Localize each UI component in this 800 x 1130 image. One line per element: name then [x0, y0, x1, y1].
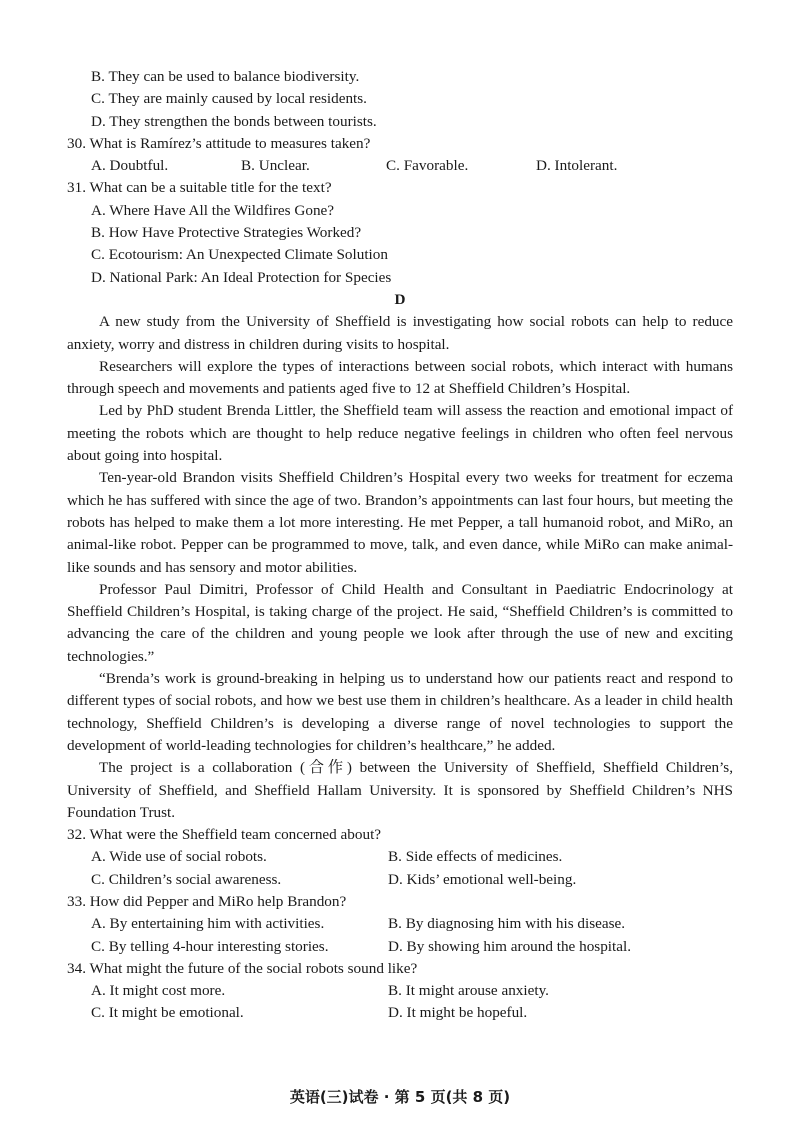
q33-option-d: D. By showing him around the hospital.: [388, 937, 631, 955]
q33-option-c: C. By telling 4-hour interesting stories.: [91, 937, 329, 955]
q29-option-d: D. They strengthen the bonds between tourists.: [91, 112, 377, 130]
q34-option-a: A. It might cost more.: [91, 982, 226, 1000]
q33-options-row-2: [67, 936, 733, 958]
q30-options: [67, 155, 733, 177]
q31-option-b: B. How Have Protective Strategies Worked?: [91, 224, 362, 242]
q32-option-c: C. Children’s social awareness.: [91, 870, 282, 888]
q29-option-c: C. They are mainly caused by local residents.: [91, 90, 367, 108]
passage-paragraph: Ten-year-old Brandon visits Sheffield Children’s Hospital every two weeks for treatment for eczema which he has suffered with since the age of two. Brandon’s appointments can last four hours, but meeting the robots has helped to make them a lot more interesting. He met Pepper, a tall humanoid robot, and MiRo, an animal-like robot. Pepper can be programmed to move, talk, and even dance, while MiRo can make animal-like sounds and has sensory and motor abilities.: [67, 469, 733, 576]
q34-stem: 34. What might the future of the social robots sound like?: [67, 959, 418, 977]
page-footer: 英语(三)试卷 · 第 5 页(共 8 页): [289, 1088, 511, 1106]
q30-option-c: C. Favorable.: [386, 157, 469, 175]
q32-option-d: D. Kids’ emotional well-being.: [388, 870, 577, 888]
q32-stem: 32. What were the Sheffield team concerned about?: [67, 826, 382, 844]
passage-paragraph: Led by PhD student Brenda Littler, the Sheffield team will assess the reaction and emotional impact of meeting the robots which are thought to help reduce negative feelings in children who often feel nervous about going into hospital.: [67, 402, 733, 465]
q34-options-row-1: [67, 980, 733, 1002]
q31-option-c: C. Ecotourism: An Unexpected Climate Solution: [91, 246, 388, 264]
q30-option-d: D. Intolerant.: [536, 157, 618, 175]
q32-options-row-1: [67, 846, 733, 868]
q32-option-a: A. Wide use of social robots.: [91, 848, 267, 866]
passage-paragraph: Researchers will explore the types of interactions between social robots, which interact with humans through speech and movements and patients aged five to 12 at Sheffield Children’s Hospital.: [67, 357, 733, 398]
q32-option-b: B. Side effects of medicines.: [388, 848, 563, 866]
q31-option-d: D. National Park: An Ideal Protection for Species: [91, 268, 392, 286]
page-content: [67, 66, 733, 1025]
q34-option-c: C. It might be emotional.: [91, 1004, 244, 1022]
q33-option-b: B. By diagnosing him with his disease.: [388, 915, 626, 933]
q29-option-b: B. They can be used to balance biodiversity.: [91, 68, 360, 85]
passage-paragraph: A new study from the University of Sheffield is investigating how social robots can help to reduce anxiety, worry and distress in children during visits to hospital.: [67, 313, 733, 353]
q33-option-a: A. By entertaining him with activities.: [91, 915, 325, 933]
passage-paragraph: The project is a collaboration (合作) between the University of Sheffield, Sheffield Children’s, University of Sheffield, and Sheffield Hallam University. It is sponsored by Sheffield Children’s NHS Foundation Trust.: [67, 759, 733, 821]
passage-paragraph: “Brenda’s work is ground-breaking in helping us to understand how our patients react and respond to different types of social robots, and how we best use them in children’s healthcare. As a leader in child health technology, Sheffield Children’s is developing a diverse range of novel technologies to support the development of world-leading technologies for children’s healthcare,” he added.: [67, 670, 733, 754]
q34-options-row-2: [67, 1002, 733, 1024]
q31-option-a: A. Where Have All the Wildfires Gone?: [91, 201, 335, 219]
q30-option-a: A. Doubtful.: [91, 157, 169, 175]
q31-stem: 31. What can be a suitable title for the text?: [67, 179, 332, 197]
q32-options-row-2: [67, 869, 733, 891]
q33-options-row-1: [67, 913, 733, 935]
q34-option-b: B. It might arouse anxiety.: [388, 982, 549, 1000]
passage-heading: D: [394, 290, 406, 308]
passage-paragraph: Professor Paul Dimitri, Professor of Child Health and Consultant in Paediatric Endocrinology at Sheffield Children’s Hospital, is taking charge of the project. He said, “Sheffield Children’s is committed to advancing the care of the children and young people we look after through the use of new and exciting technologies.”: [67, 580, 733, 665]
q30-option-b: B. Unclear.: [241, 157, 310, 175]
q30-stem: 30. What is Ramírez’s attitude to measures taken?: [67, 134, 371, 152]
q34-option-d: D. It might be hopeful.: [388, 1004, 528, 1022]
q33-stem: 33. How did Pepper and MiRo help Brandon?: [67, 892, 347, 910]
